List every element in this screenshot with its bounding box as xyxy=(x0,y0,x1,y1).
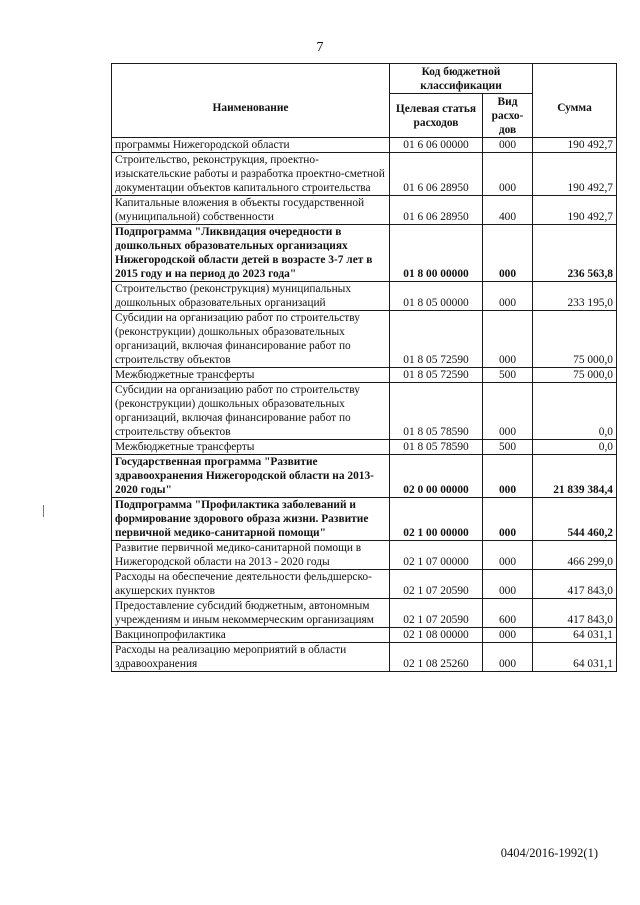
code-cell: 01 6 06 00000 xyxy=(390,138,483,153)
sum-cell: 75 000,0 xyxy=(533,368,617,383)
kind-cell: 000 xyxy=(483,570,533,599)
kind-cell: 000 xyxy=(483,282,533,311)
table-row xyxy=(112,455,617,498)
sum-cell: 417 843,0 xyxy=(533,599,617,628)
code-cell: 02 1 08 25260 xyxy=(390,643,483,672)
page-number: 7 xyxy=(316,40,324,55)
sum-cell: 0,0 xyxy=(533,440,617,455)
sum-cell: 190 492,7 xyxy=(533,138,617,153)
name-cell: Строительство (реконструкция) муниципальных дошкольных образовательных организаций xyxy=(112,282,390,311)
sum-cell: 544 460,2 xyxy=(533,498,617,541)
sum-cell: 0,0 xyxy=(533,383,617,440)
kind-cell: 500 xyxy=(483,440,533,455)
document-code: 0404/2016-1992(1) xyxy=(500,846,598,860)
header-row xyxy=(112,64,617,94)
table-row xyxy=(112,138,617,153)
kind-cell: 000 xyxy=(483,225,533,282)
table-row xyxy=(112,196,617,225)
name-cell: Капитальные вложения в объекты государственной (муниципальной) собственности xyxy=(112,196,390,225)
sum-cell: 190 492,7 xyxy=(533,153,617,196)
name-cell: Развитие первичной медико-санитарной помощи в Нижегородской области на 2013 - 2020 годы xyxy=(112,541,390,570)
page-edge-line xyxy=(43,505,44,517)
name-cell: Строительство, реконструкция, проектно-изыскательские работы и разработка проектно-сметной документации объектов капитального строительства xyxy=(112,153,390,196)
code-cell: 02 1 07 20590 xyxy=(390,599,483,628)
header-sum: Сумма xyxy=(533,64,617,138)
name-cell: Межбюджетные трансферты xyxy=(112,440,390,455)
kind-cell: 400 xyxy=(483,196,533,225)
sum-cell: 21 839 384,4 xyxy=(533,455,617,498)
code-cell: 01 8 05 72590 xyxy=(390,311,483,368)
code-cell: 01 8 00 00000 xyxy=(390,225,483,282)
header-kind: Вид расхо-дов xyxy=(483,94,533,138)
table-row xyxy=(112,368,617,383)
kind-cell: 000 xyxy=(483,628,533,643)
name-cell: Предоставление субсидий бюджетным, автономным учреждениям и иным некоммерческим организациям xyxy=(112,599,390,628)
kind-cell: 000 xyxy=(483,311,533,368)
name-cell: Государственная программа "Развитие здравоохранения Нижегородской области на 2013-2020 годы" xyxy=(112,455,390,498)
code-cell: 02 0 00 00000 xyxy=(390,455,483,498)
name-cell: Подпрограмма "Профилактика заболеваний и формирование здорового образа жизни. Развитие первичной медико-санитарной помощи" xyxy=(112,498,390,541)
name-cell: Вакцинопрофилактика xyxy=(112,628,390,643)
kind-cell: 000 xyxy=(483,498,533,541)
kind-cell: 000 xyxy=(483,383,533,440)
code-cell: 01 8 05 78590 xyxy=(390,440,483,455)
code-cell: 01 6 06 28950 xyxy=(390,153,483,196)
code-cell: 02 1 07 00000 xyxy=(390,541,483,570)
table-row xyxy=(112,570,617,599)
table-row xyxy=(112,282,617,311)
kind-cell: 600 xyxy=(483,599,533,628)
header-code-group: Код бюджетной классификации xyxy=(390,64,533,94)
sum-cell: 75 000,0 xyxy=(533,311,617,368)
kind-cell: 000 xyxy=(483,541,533,570)
sum-cell: 190 492,7 xyxy=(533,196,617,225)
name-cell: Межбюджетные трансферты xyxy=(112,368,390,383)
kind-cell: 000 xyxy=(483,153,533,196)
table-row xyxy=(112,599,617,628)
table-row xyxy=(112,628,617,643)
kind-cell: 500 xyxy=(483,368,533,383)
kind-cell: 000 xyxy=(483,138,533,153)
sum-cell: 64 031,1 xyxy=(533,643,617,672)
name-cell: Подпрограмма "Ликвидация очередности в дошкольных образовательных организациях Нижегородской области детей в возрасте 3-7 лет в 2015 году и на период до 2023 года" xyxy=(112,225,390,282)
name-cell: Субсидии на организацию работ по строительству (реконструкции) дошкольных образовательных организаций, включая финансирование работ по строительству объектов xyxy=(112,311,390,368)
name-cell: Расходы на реализацию мероприятий в области здравоохранения xyxy=(112,643,390,672)
table-row xyxy=(112,153,617,196)
kind-cell: 000 xyxy=(483,643,533,672)
table-row xyxy=(112,498,617,541)
code-cell: 02 1 08 00000 xyxy=(390,628,483,643)
table-row xyxy=(112,643,617,672)
budget-table xyxy=(111,63,617,672)
code-cell: 01 8 05 78590 xyxy=(390,383,483,440)
sum-cell: 466 299,0 xyxy=(533,541,617,570)
sum-cell: 236 563,8 xyxy=(533,225,617,282)
name-cell: программы Нижегородской области xyxy=(112,138,390,153)
sum-cell: 64 031,1 xyxy=(533,628,617,643)
header-target: Целевая статья расходов xyxy=(390,94,483,138)
code-cell: 01 8 05 72590 xyxy=(390,368,483,383)
sum-cell: 417 843,0 xyxy=(533,570,617,599)
header-name: Наименование xyxy=(112,64,390,138)
table-row xyxy=(112,541,617,570)
code-cell: 01 6 06 28950 xyxy=(390,196,483,225)
name-cell: Расходы на обеспечение деятельности фельдшерско-акушерских пунктов xyxy=(112,570,390,599)
code-cell: 02 1 07 20590 xyxy=(390,570,483,599)
name-cell: Субсидии на организацию работ по строительству (реконструкции) дошкольных образовательных организаций, включая финансирование работ по строительству объектов xyxy=(112,383,390,440)
code-cell: 02 1 00 00000 xyxy=(390,498,483,541)
sum-cell: 233 195,0 xyxy=(533,282,617,311)
code-cell: 01 8 05 00000 xyxy=(390,282,483,311)
table-row xyxy=(112,383,617,440)
table-row xyxy=(112,440,617,455)
table-row xyxy=(112,311,617,368)
table-row xyxy=(112,225,617,282)
kind-cell: 000 xyxy=(483,455,533,498)
